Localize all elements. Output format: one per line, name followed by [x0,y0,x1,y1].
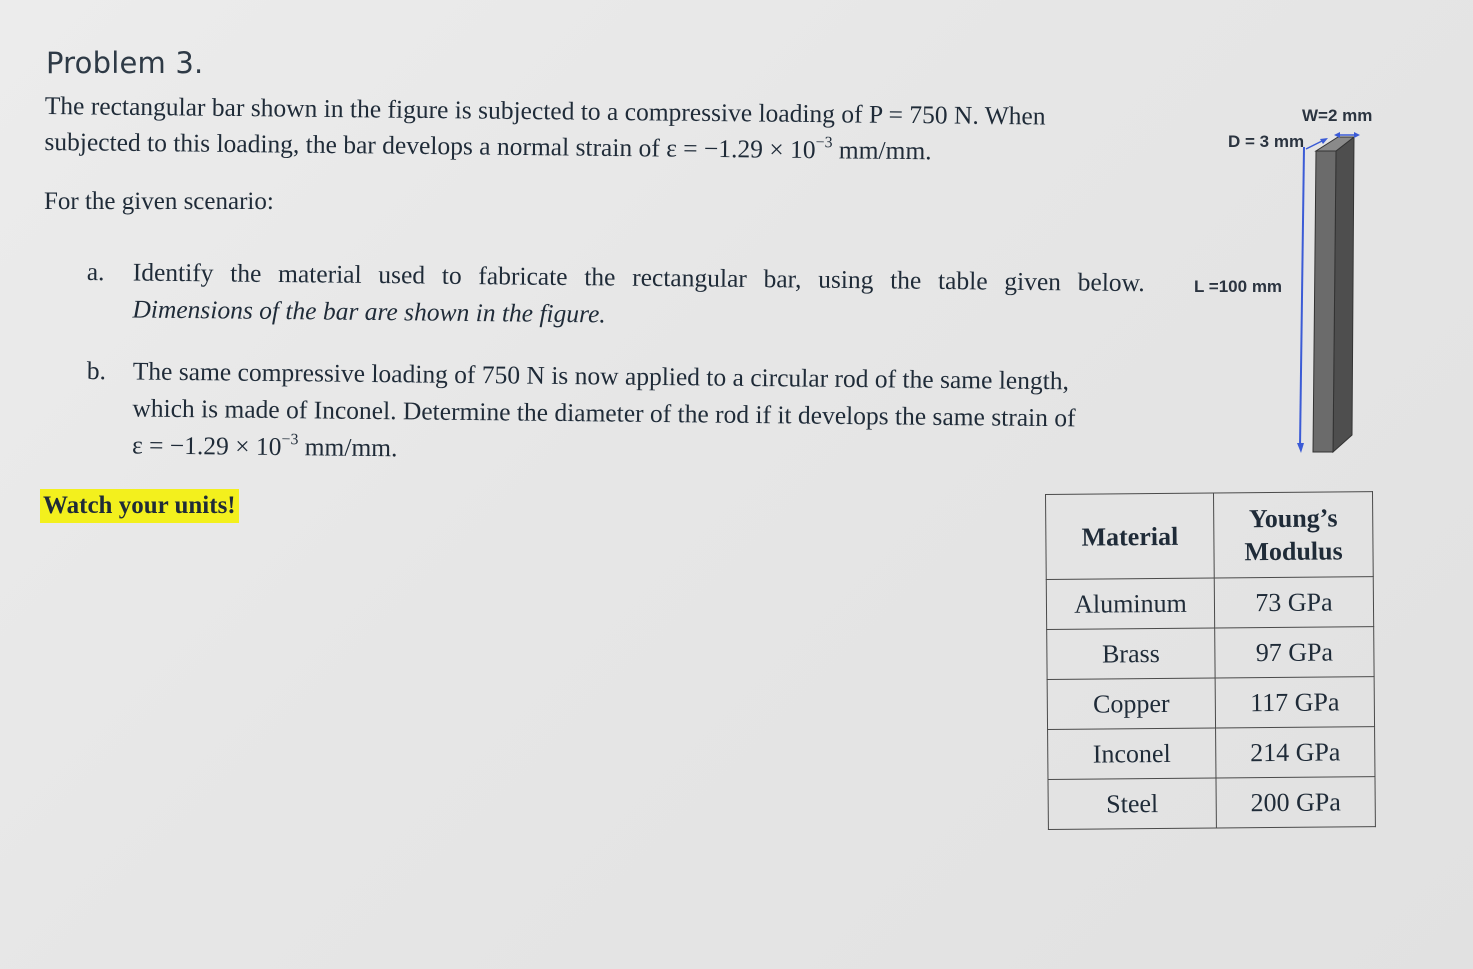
length-arrow-head [1297,443,1304,453]
table-row [1047,677,1374,730]
cell-material: Brass [1047,628,1215,679]
length-dimension-line [1300,147,1304,447]
problem-intro [44,88,1160,172]
part-a-line-1: Identify the material used to fabricate the rectangular bar, using the table given below. [132,257,1145,298]
part-b-line-3-base: ε = −1.29 × 10 [131,430,282,462]
table-header-row [1046,492,1374,580]
length-label: L =100 mm [1194,277,1283,296]
header-material: Material [1046,493,1215,579]
intro-line-2-tail: mm/mm. [832,135,932,166]
header-youngs-modulus-text: Young’s Modulus [1244,503,1343,567]
width-arrow-right [1354,132,1360,138]
cell-modulus: 97 GPa [1215,627,1374,678]
cell-modulus: 73 GPa [1214,577,1373,628]
table-row [1046,577,1373,630]
part-b-marker: b. [86,355,107,386]
intro-line-1: The rectangular bar shown in the figure is subjected to a compressive loading of P = 750 N. When [44,90,1046,131]
table-row [1048,777,1375,830]
part-b-line-1: The same compressive loading of 750 N is now applied to a circular rod of the same length, [132,356,1070,396]
cell-material: Steel [1048,778,1216,829]
problem-title: Problem 3. [46,46,204,80]
part-a-line-2: Dimensions of the bar are shown in the figure. [132,294,606,329]
part-b-line-2: which is made of Inconel. Determine the diameter of the rod if it develops the same strain of [132,393,1076,433]
cell-modulus: 200 GPa [1216,777,1375,828]
bar-front-face [1313,151,1336,452]
cell-material: Copper [1047,678,1215,729]
part-a-marker: a. [86,256,105,287]
cell-modulus: 214 GPa [1216,727,1375,778]
header-youngs-modulus [1213,492,1373,578]
watch-units-note: Watch your units! [40,489,239,523]
part-b-line-3-tail: mm/mm. [298,432,398,463]
depth-label: D = 3 mm [1228,132,1305,151]
cell-material: Aluminum [1046,578,1214,629]
part-b-exponent: −3 [281,430,299,449]
materials-table [1045,491,1376,830]
table-row [1047,627,1374,680]
intro-exponent: −3 [815,134,833,152]
width-label: W=2 mm [1302,106,1373,125]
intro-line-2-base: subjected to this loading, the bar develops a normal strain of ε = −1.29 × 10 [44,126,816,165]
scenario-heading: For the given scenario: [44,188,274,215]
cell-modulus: 117 GPa [1215,677,1374,728]
materials-table-wrapper [1045,491,1376,830]
table-row [1048,727,1375,780]
bar-figure [1180,95,1420,475]
cell-material: Inconel [1048,728,1216,779]
